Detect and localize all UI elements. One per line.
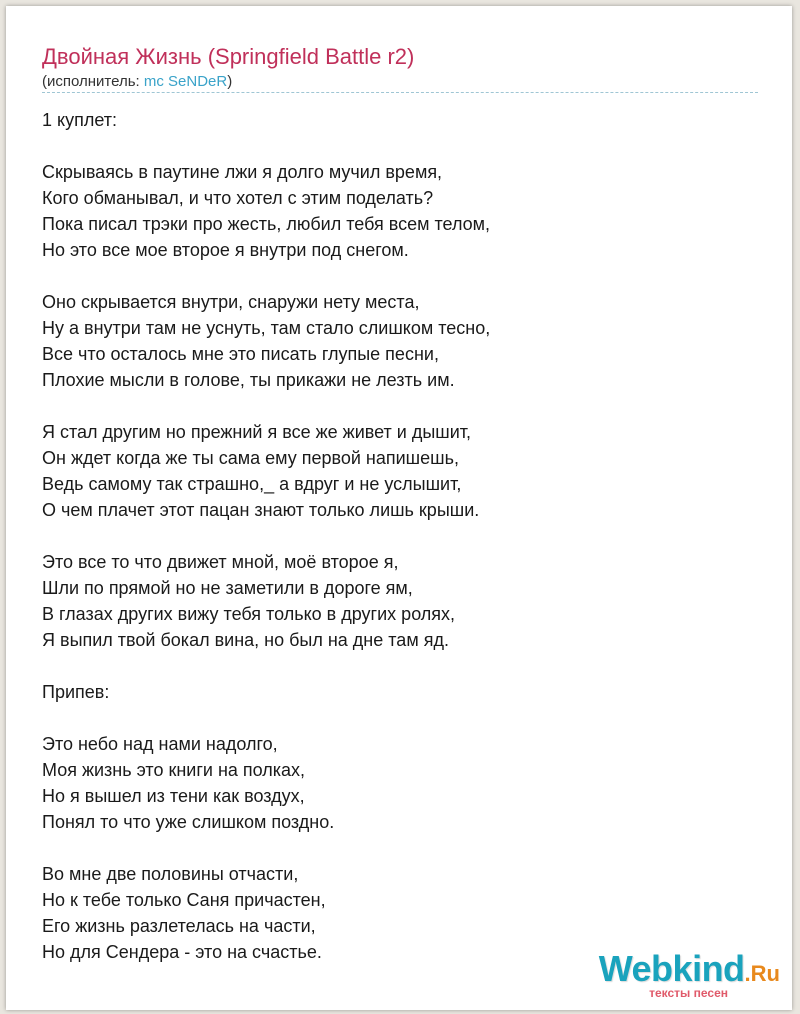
lyrics-line: Это все то что движет мной, моё второе я,: [42, 552, 399, 572]
lyrics-line: Моя жизнь это книги на полках,: [42, 760, 306, 780]
lyrics-line: Ну а внутри там не уснуть, там стало слишком тесно,: [42, 318, 491, 338]
lyrics-line: Припев:: [42, 682, 110, 702]
lyrics-page: [6, 6, 792, 1010]
artist-suffix: ): [227, 73, 233, 90]
lyrics-line: Оно скрывается внутри, снаружи нету места,: [42, 292, 420, 312]
lyrics-blank-line: [42, 133, 490, 159]
lyrics-line: Но это все мое второе я внутри под снегом.: [42, 240, 409, 260]
lyrics-line: Шли по прямой но не заметили в дороге ям,: [42, 578, 413, 598]
logo-subtitle: тексты песен: [649, 986, 728, 1000]
artist-line: [42, 73, 232, 90]
lyrics-line: Я выпил твой бокал вина, но был на дне там яд.: [42, 630, 449, 650]
lyrics-blank-line: [42, 705, 490, 731]
lyrics-blank-line: [42, 263, 490, 289]
lyrics-line: Это небо над нами надолго,: [42, 734, 278, 754]
lyrics-line: Но для Сендера - это на счастье.: [42, 942, 322, 962]
lyrics-line: Во мне две половины отчасти,: [42, 864, 299, 884]
logo-suffix-text: .Ru: [744, 961, 780, 986]
webkind-logo[interactable]: [598, 948, 780, 1000]
lyrics-line: Плохие мысли в голове, ты прикажи не лезть им.: [42, 370, 455, 390]
artist-link[interactable]: mc SeNDeR: [143, 73, 228, 90]
lyrics-line: Пока писал трэки про жесть, любил тебя всем телом,: [42, 214, 491, 234]
artist-prefix: (исполнитель:: [42, 73, 144, 90]
song-title: Двойная Жизнь (Springfield Battle r2): [42, 44, 415, 69]
lyrics-blank-line: [42, 835, 490, 861]
lyrics-line: Все что осталось мне это писать глупые песни,: [42, 344, 439, 364]
lyrics-line: Ведь самому так страшно,_ а вдруг и не услышит,: [42, 474, 462, 494]
lyrics-line: Но я вышел из тени как воздух,: [42, 786, 305, 806]
lyrics-line: Но к тебе только Саня причастен,: [42, 890, 326, 910]
lyrics-line: Понял то что уже слишком поздно.: [42, 812, 335, 832]
lyrics-blank-line: [42, 393, 490, 419]
lyrics-line: Кого обманывал, и что хотел с этим поделать?: [42, 188, 434, 208]
lyrics-body: [42, 107, 490, 965]
lyrics-line: Скрываясь в паутине лжи я долго мучил время,: [42, 162, 443, 182]
lyrics-line: 1 куплет:: [42, 110, 117, 130]
logo-main-text: Webkind: [598, 948, 745, 989]
lyrics-line: В глазах других вижу тебя только в других ролях,: [42, 604, 456, 624]
header-divider: [42, 92, 758, 93]
lyrics-line: Его жизнь разлетелась на части,: [42, 916, 316, 936]
lyrics-line: О чем плачет этот пацан знают только лишь крыши.: [42, 500, 480, 520]
lyrics-line: Он ждет когда же ты сама ему первой напишешь,: [42, 448, 459, 468]
lyrics-blank-line: [42, 523, 490, 549]
lyrics-line: Я стал другим но прежний я все же живет и дышит,: [42, 422, 472, 442]
lyrics-blank-line: [42, 653, 490, 679]
